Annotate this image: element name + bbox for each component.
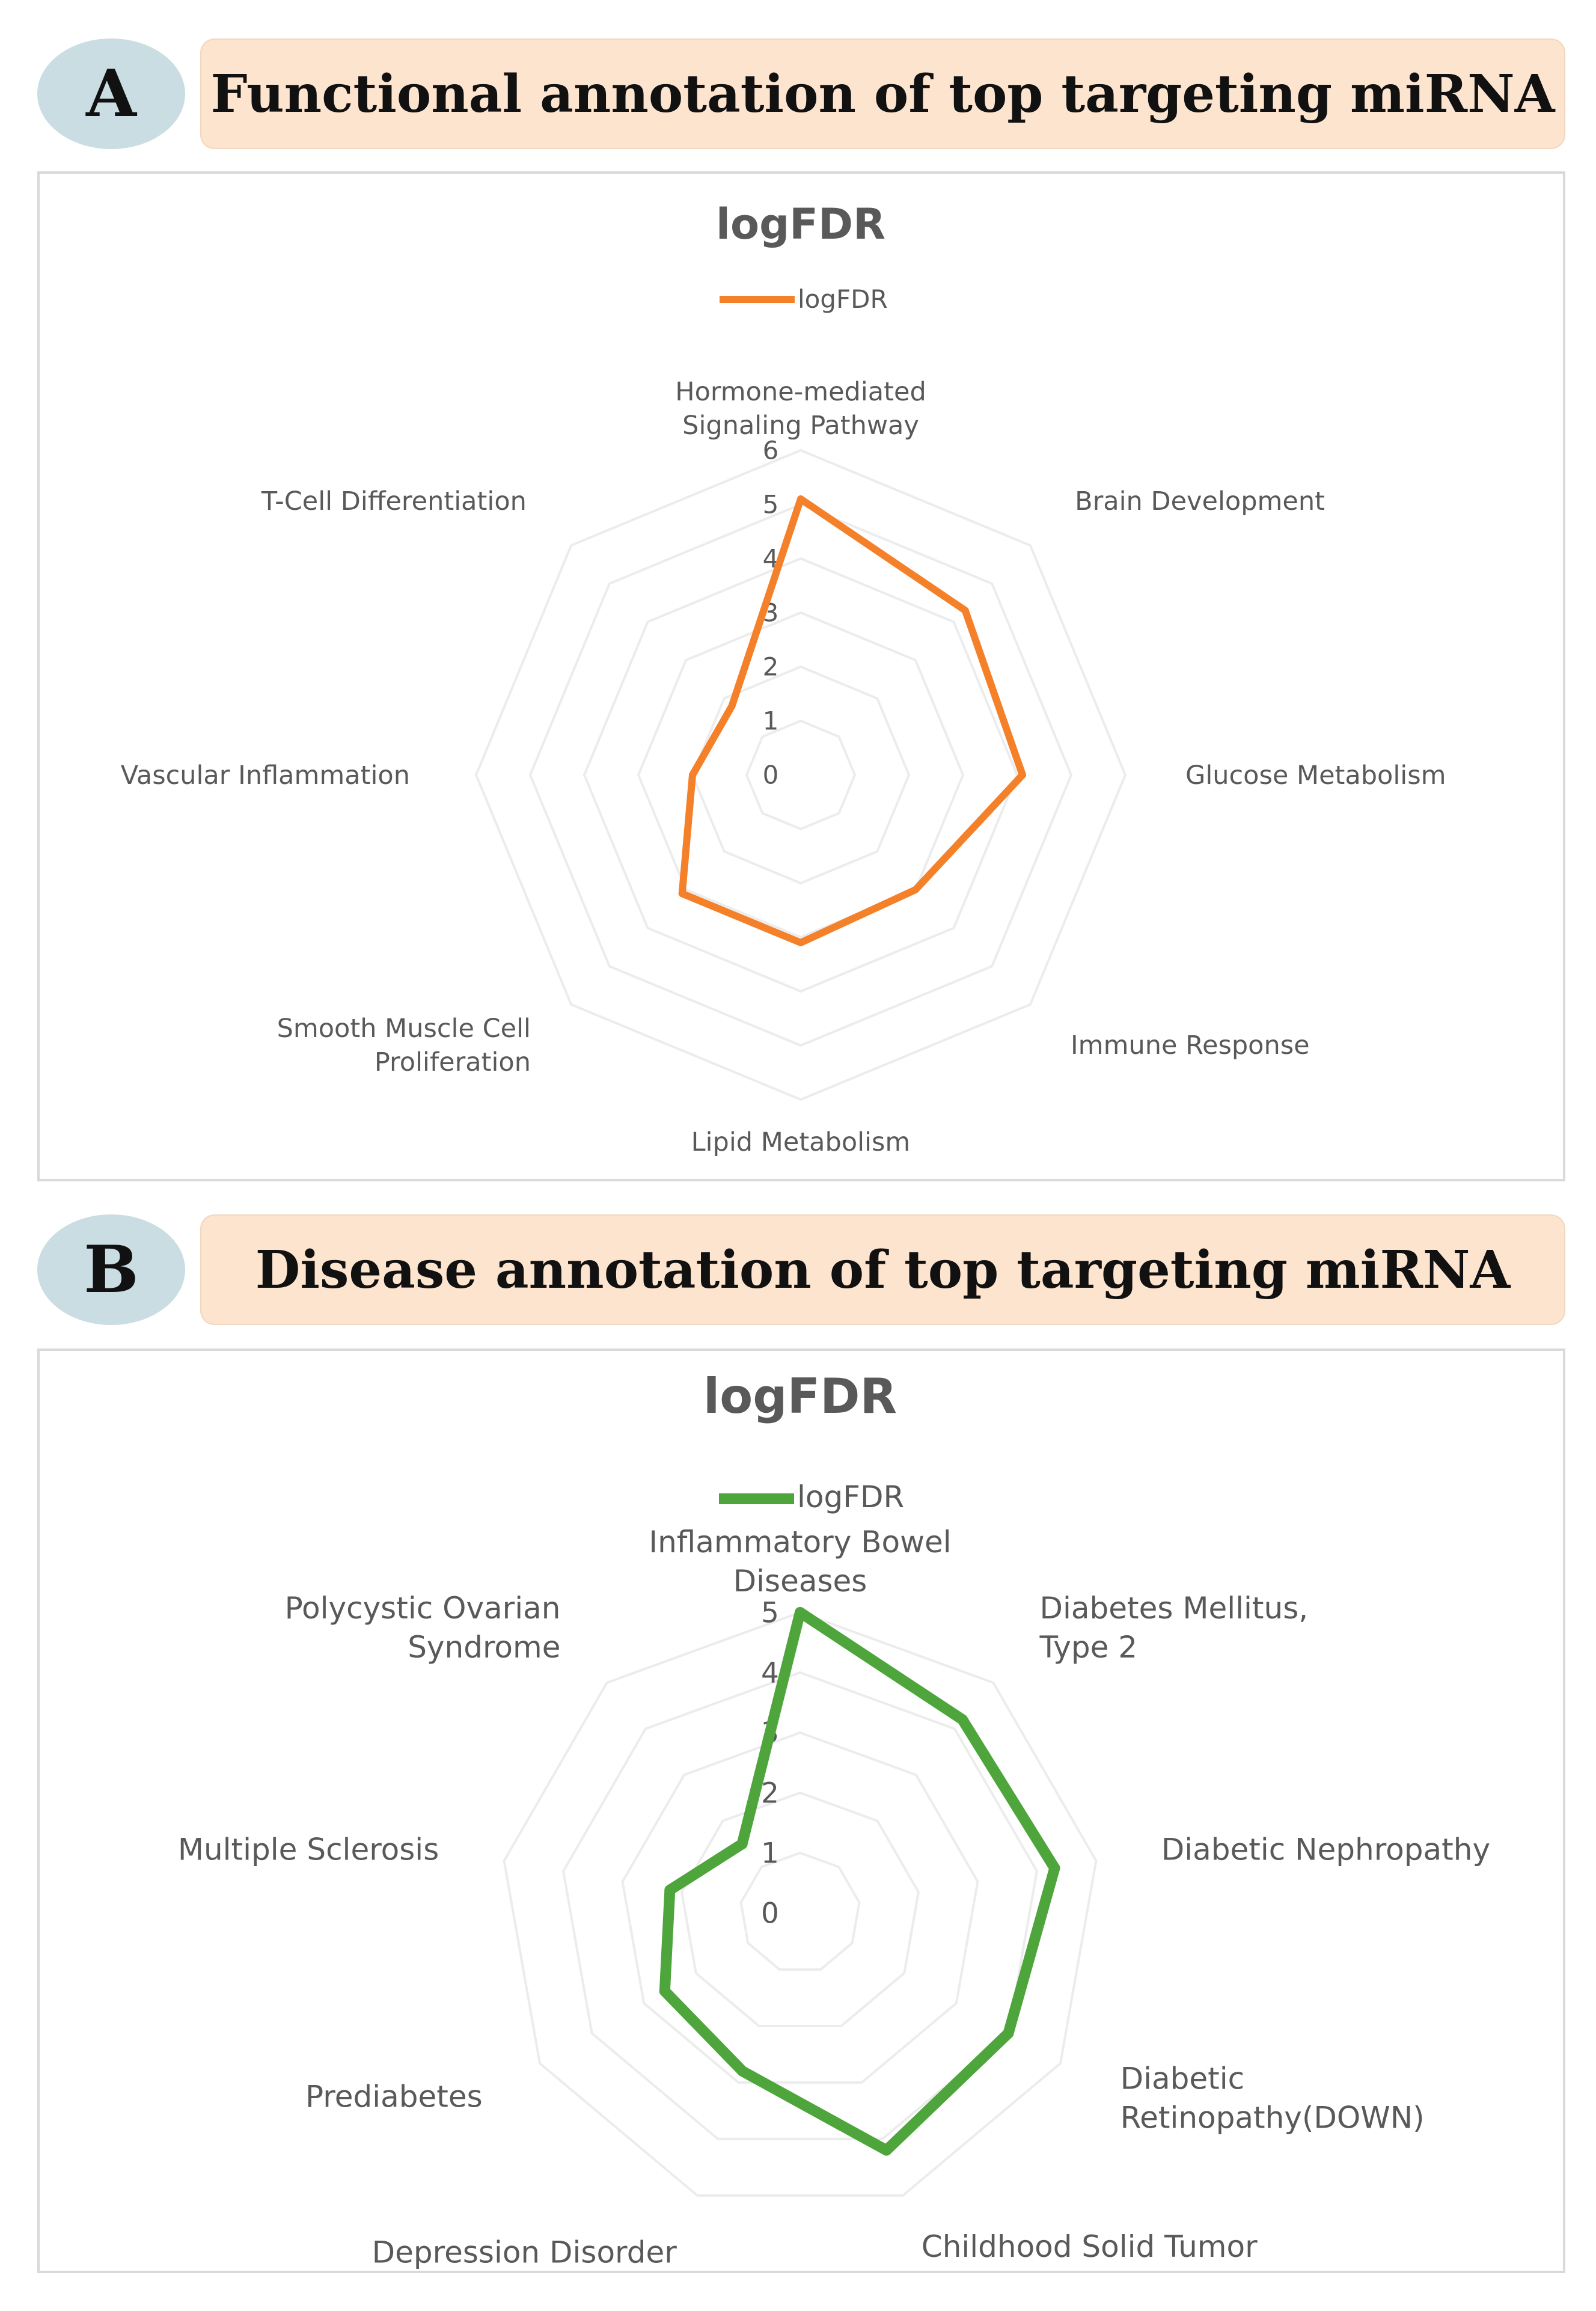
panel-b-chart-frame (37, 1348, 1565, 2273)
radial-tick-label: 2 (761, 1777, 779, 1810)
radial-tick-label: 5 (761, 1596, 779, 1630)
data-point (797, 495, 804, 503)
data-point (957, 1714, 968, 1725)
category-label: Vascular Inflammation (120, 761, 410, 791)
data-point (1049, 1863, 1060, 1873)
chart-title: logFDR (715, 200, 886, 249)
grid-ring (476, 450, 1125, 1100)
grid-ring (682, 1793, 919, 2026)
panel-b-badge: B (37, 1214, 185, 1325)
grid-ring (530, 504, 1071, 1045)
legend-label: logFDR (797, 1480, 905, 1514)
radar-chart-functional (40, 174, 1563, 1179)
legend-label: logFDR (798, 284, 888, 314)
grid-ring (693, 667, 909, 883)
category-label: Diabetic Retinopathy(DOWN) (1120, 2061, 1425, 2135)
radial-tick-label: 0 (761, 1897, 779, 1930)
panel-a-badge: A (37, 38, 185, 149)
radial-tick-label: 4 (762, 543, 779, 574)
category-label: Depression Disorder (371, 2235, 677, 2270)
category-label: Brain Development (1075, 486, 1325, 516)
series-line-logfdr (682, 499, 1023, 943)
data-point (795, 1607, 806, 1618)
category-label: Prediabetes (305, 2079, 483, 2114)
data-point (659, 1986, 670, 1997)
radial-tick-label: 2 (762, 652, 779, 682)
radial-tick-label: 6 (762, 435, 779, 465)
data-point (737, 2066, 748, 2077)
grid-ring (584, 559, 1017, 991)
radial-tick-label: 0 (762, 760, 779, 790)
category-label: Multiple Sclerosis (177, 1832, 439, 1867)
radial-tick-label: 5 (762, 489, 779, 519)
category-label: Hormone-mediated Signaling Pathway (675, 377, 926, 441)
radial-tick-label: 1 (761, 1837, 779, 1870)
panel-a-banner: Functional annotation of top targeting miRNA (200, 38, 1565, 149)
data-point (1019, 771, 1026, 779)
chart-legend (719, 1480, 904, 1514)
data-point (881, 2145, 892, 2156)
grid-ring (741, 1853, 860, 1970)
data-point (1003, 2028, 1014, 2039)
data-point (962, 607, 969, 614)
chart-legend (720, 284, 888, 314)
category-label: Diabetes Mellitus, Type 2 (1039, 1591, 1309, 1665)
category-label: Glucose Metabolism (1185, 761, 1446, 791)
category-label: Smooth Muscle Cell Proliferation (277, 1014, 531, 1078)
category-label: Childhood Solid Tumor (921, 2229, 1258, 2264)
radial-tick-label: 3 (762, 598, 779, 628)
chart-title: logFDR (703, 1368, 897, 1424)
radial-tick-label: 3 (761, 1716, 779, 1750)
data-point (912, 886, 919, 893)
category-label: Immune Response (1071, 1030, 1310, 1061)
data-point (797, 939, 804, 946)
category-label: T-Cell Differentiation (261, 486, 527, 516)
panel-a-chart-frame (37, 171, 1565, 1181)
grid-ring (623, 1733, 978, 2083)
category-label: Inflammatory Bowel Diseases (649, 1525, 952, 1599)
data-point (737, 1838, 748, 1849)
data-point (664, 1885, 675, 1896)
category-label: Polycystic Ovarian Syndrome (284, 1591, 561, 1665)
radar-chart-disease (40, 1351, 1563, 2271)
data-point (728, 702, 735, 709)
category-label: Diabetic Nephropathy (1161, 1832, 1491, 1867)
panel-b-banner: Disease annotation of top targeting miRNA (200, 1214, 1565, 1325)
radial-tick-label: 1 (762, 706, 779, 736)
data-point (679, 890, 686, 897)
data-point (689, 771, 696, 779)
radial-tick-label: 4 (761, 1656, 779, 1690)
category-label: Lipid Metabolism (691, 1127, 911, 1158)
